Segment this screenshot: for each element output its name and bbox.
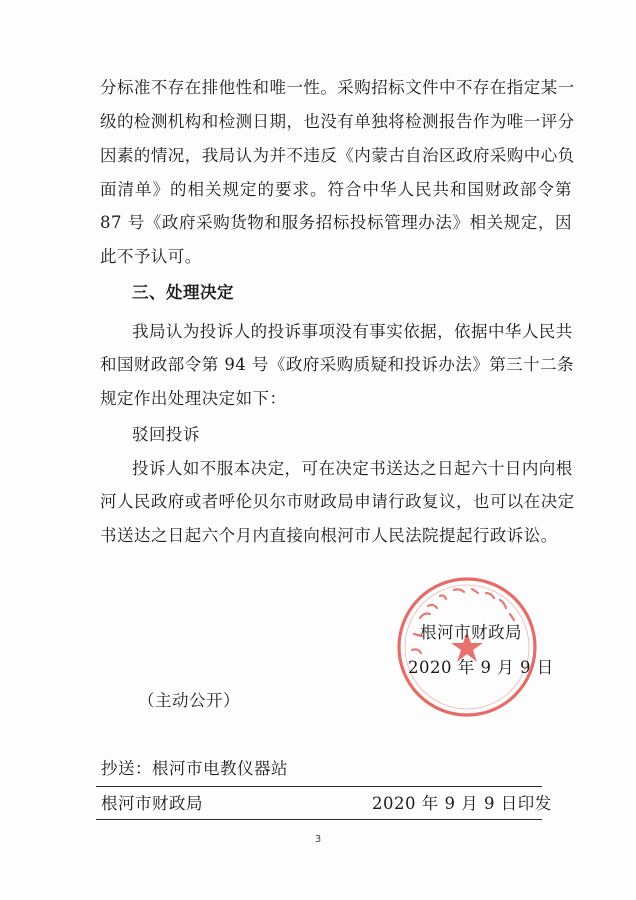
paragraph-line: 此不予认可。	[100, 247, 202, 266]
signature-date: 2020 年 9 月 9 日	[408, 658, 554, 677]
paragraph-line: 规定作出处理决定如下：	[100, 389, 287, 408]
decision-result: 驳回投诉	[132, 425, 200, 444]
footer-rule-top	[96, 786, 542, 787]
paragraph-line: 因素的情况，我局认为并不违反《内蒙古自治区政府采购中心负	[100, 146, 575, 165]
paragraph-line: 87 号《政府采购货物和服务招标投标管理办法》相关规定，因	[100, 213, 572, 232]
section-heading: 三、处理决定	[132, 283, 234, 302]
official-seal-icon	[392, 572, 542, 722]
footer-issuer: 根河市财政局	[101, 794, 203, 813]
paragraph-line: 和国财政部令第 94 号《政府采购质疑和投诉办法》第三十二条	[100, 355, 574, 374]
signature-organization: 根河市财政局	[420, 623, 522, 642]
footer-rule-bottom	[96, 819, 542, 820]
disclosure-label: （主动公开）	[138, 691, 240, 710]
cc-line: 抄送：根河市电教仪器站	[101, 759, 288, 778]
paragraph-line: 面清单》的相关规定的要求。符合中华人民共和国财政部令第	[100, 180, 572, 199]
footer-issue-date: 2020 年 9 月 9 日印发	[372, 794, 552, 813]
page-number: 3	[314, 834, 322, 845]
paragraph-line: 我局认为投诉人的投诉事项没有事实依据，依据中华人民共	[132, 322, 573, 341]
paragraph-line: 投诉人如不服本决定，可在决定书送达之日起六十日内向根	[132, 459, 573, 478]
paragraph-line: 书送达之日起六个月内直接向根河市人民法院提起行政诉讼。	[100, 526, 558, 545]
paragraph-line: 级的检测机构和检测日期，也没有单独将检测报告作为唯一评分	[100, 112, 575, 131]
paragraph-line: 河人民政府或者呼伦贝尔市财政局申请行政复议，也可以在决定	[100, 492, 575, 511]
paragraph-line: 分标准不存在排他性和唯一性。采购招标文件中不存在指定某一	[100, 78, 575, 97]
